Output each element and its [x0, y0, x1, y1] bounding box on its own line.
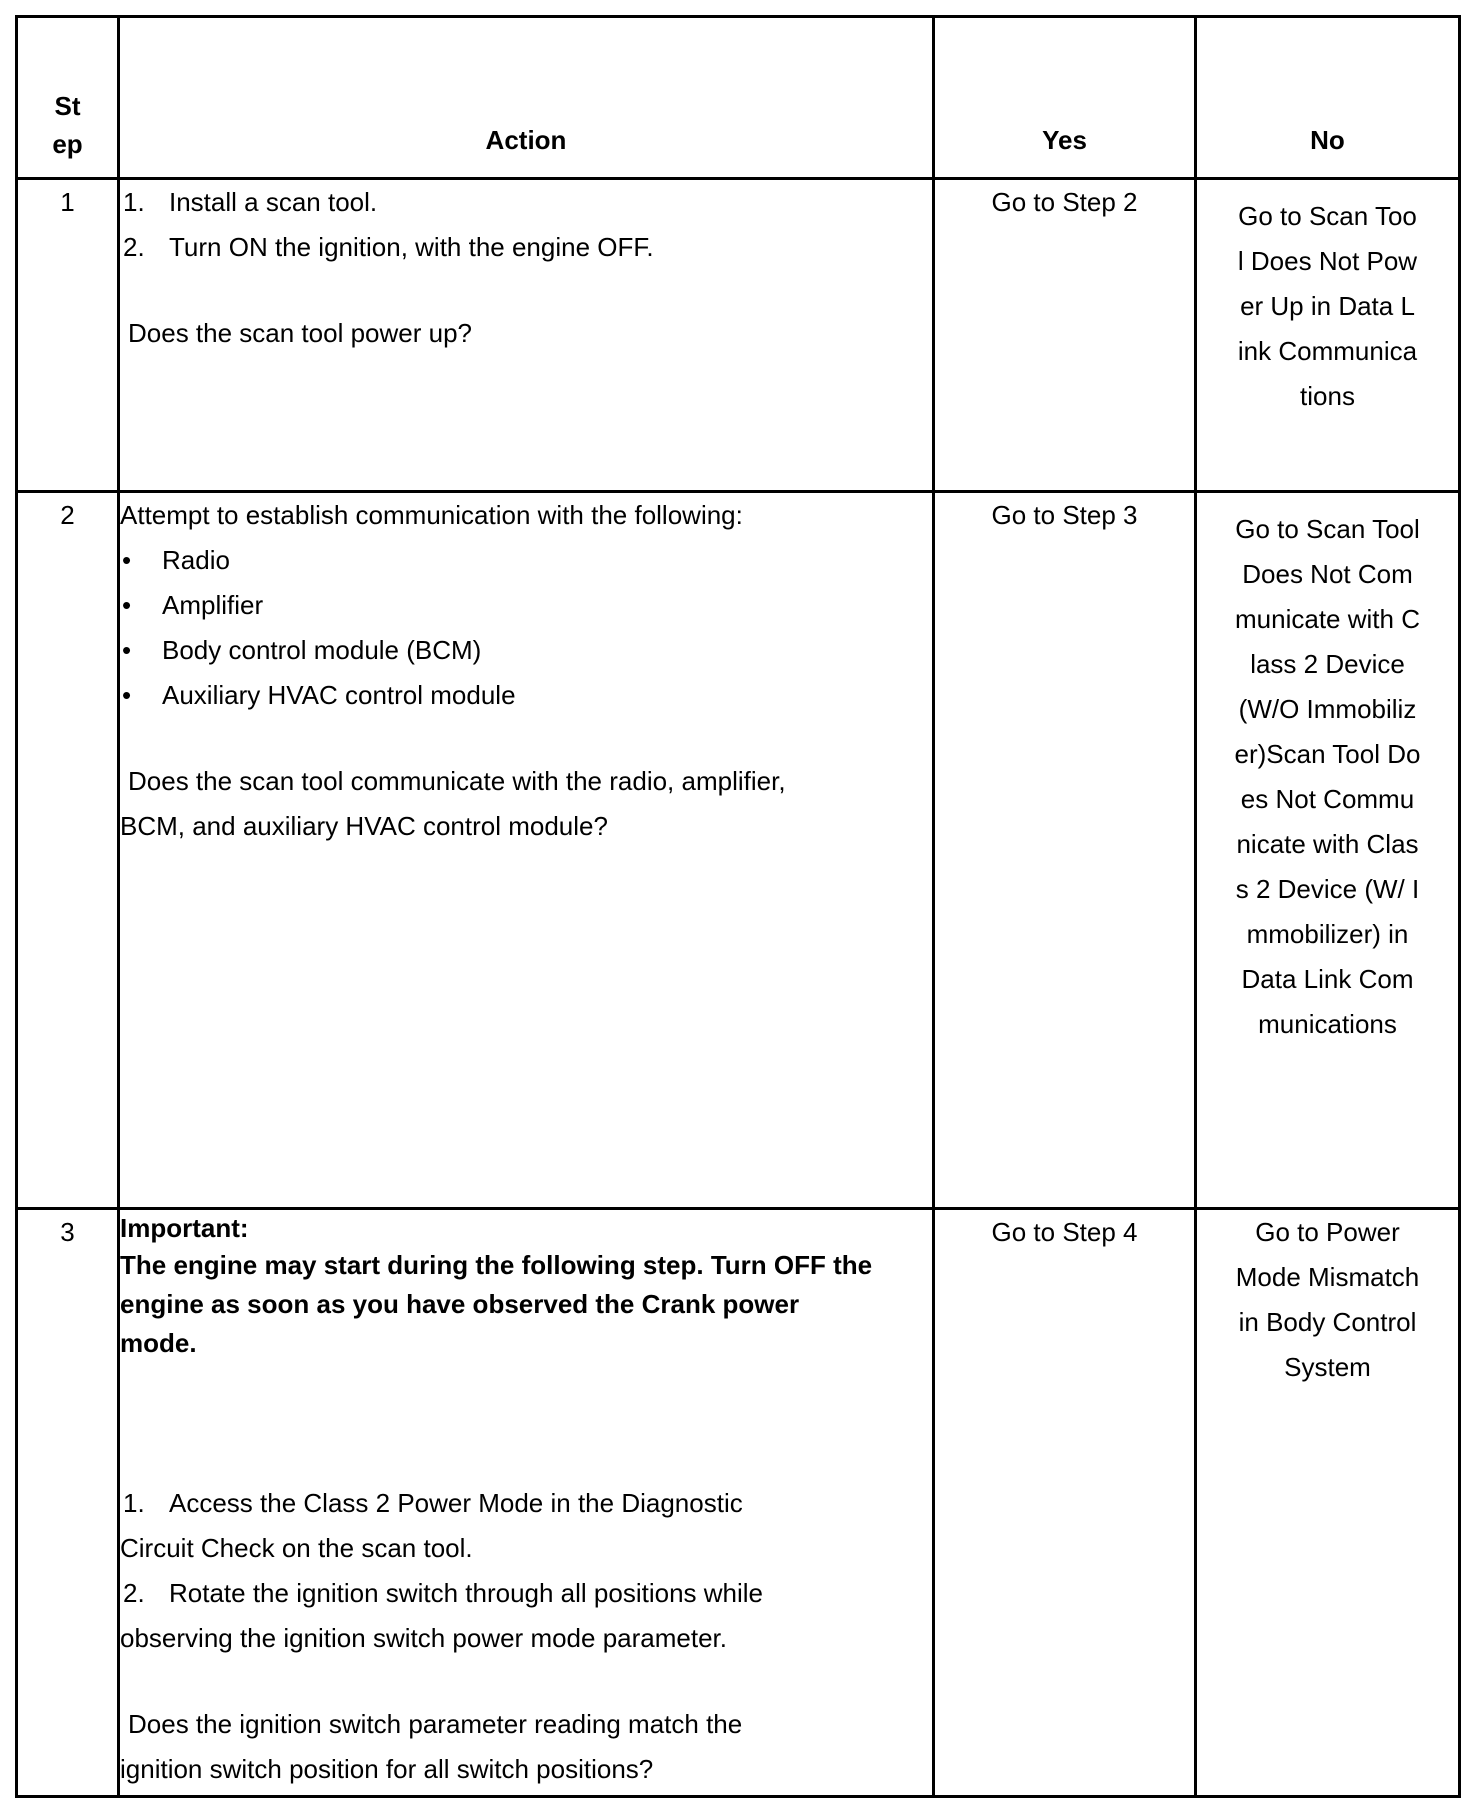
- item-text: Install a scan tool.: [169, 187, 378, 217]
- item-number: 2.: [123, 232, 145, 262]
- yes-result: Go to Step 2: [934, 179, 1196, 492]
- item-text: Turn ON the ignition, with the engine OFF.: [169, 232, 654, 262]
- table-row: [17, 492, 1460, 1209]
- header-action: Action: [119, 17, 934, 179]
- action-item: [120, 180, 932, 225]
- bullet-item: [120, 628, 932, 673]
- bullet-icon: •: [122, 545, 132, 575]
- action-cell: [119, 492, 934, 1209]
- bullet-text: Body control module (BCM): [162, 635, 482, 665]
- action-question: [120, 1702, 800, 1792]
- header-step: St ep: [17, 17, 119, 179]
- no-result: [1196, 492, 1460, 1209]
- important-text: The engine may start during the following step. Turn OFF the engine as soon as you have observed the Crank power mode.: [120, 1250, 873, 1358]
- no-result-text: Go to Scan Tool Does Not Power Up in Data Link Communications: [1237, 201, 1418, 411]
- bullet-text: Radio: [162, 545, 230, 575]
- header-yes: Yes: [934, 17, 1196, 179]
- step-number: 2: [17, 492, 119, 1209]
- bullet-icon: •: [122, 635, 132, 665]
- action-question: Does the scan tool power up?: [128, 318, 472, 348]
- item-text: Access the Class 2 Power Mode in the Diagnostic Circuit Check on the scan tool.: [120, 1488, 750, 1563]
- action-item: [120, 225, 932, 270]
- header-no: No: [1196, 17, 1460, 179]
- bullet-icon: •: [122, 680, 132, 710]
- bullet-item: [120, 583, 932, 628]
- important-label: Important:: [120, 1213, 249, 1243]
- item-text: Rotate the ignition switch through all positions while observing the ignition switch power mode parameter.: [120, 1578, 771, 1653]
- action-cell: [119, 179, 934, 492]
- yes-result: Go to Step 4: [934, 1209, 1196, 1797]
- step-number: 1: [17, 179, 119, 492]
- action-cell: [119, 1209, 934, 1797]
- bullet-item: [120, 673, 932, 718]
- table-row: [17, 179, 1460, 492]
- yes-result: Go to Step 3: [934, 492, 1196, 1209]
- item-number: 1.: [123, 187, 145, 217]
- step-number: 3: [17, 1209, 119, 1797]
- action-question: [120, 759, 820, 849]
- no-result-text: Go to Power Mode Mismatch in Body Control System: [1235, 1217, 1420, 1382]
- bullet-text: Auxiliary HVAC control module: [162, 680, 516, 710]
- action-intro: Attempt to establish communication with the following:: [120, 500, 743, 530]
- question-text: Does the scan tool communicate with the radio, amplifier, BCM, and auxiliary HVAC control module?: [120, 766, 793, 841]
- bullet-text: Amplifier: [162, 590, 264, 620]
- no-result: [1196, 179, 1460, 492]
- no-result-text: Go to Scan Tool Does Not Communicate with Class 2 Device (W/O Immobilizer)Scan Tool Does Not Communicate with Class 2 Device (W/ Immobilizer) in Data Link Communications: [1234, 514, 1421, 1039]
- diagnostic-table: [15, 15, 1461, 1798]
- table-header-row: [17, 17, 1460, 179]
- no-result: [1196, 1209, 1460, 1797]
- action-item: [120, 1571, 820, 1661]
- question-text: Does the ignition switch parameter reading match the ignition switch position for all switch positions?: [120, 1709, 750, 1784]
- item-number: 2.: [123, 1578, 145, 1608]
- bullet-item: [120, 538, 932, 583]
- table-row: [17, 1209, 1460, 1797]
- item-number: 1.: [123, 1488, 145, 1518]
- bullet-icon: •: [122, 590, 132, 620]
- action-item: [120, 1481, 810, 1571]
